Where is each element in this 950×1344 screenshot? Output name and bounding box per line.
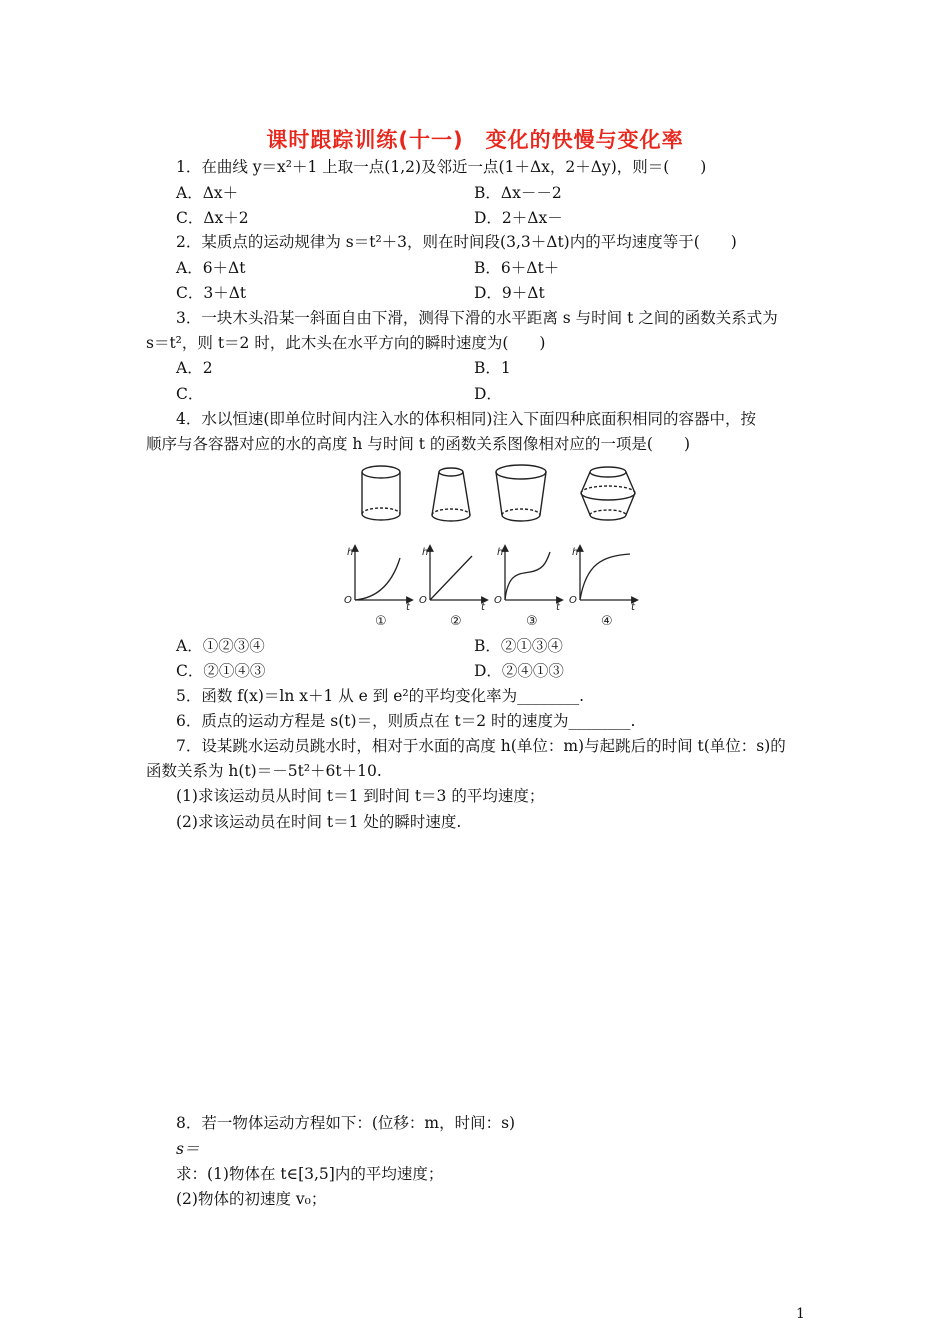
graph-3-axis-h: h xyxy=(497,547,504,558)
graph-2-origin: O xyxy=(419,595,427,606)
q3-stem-line1: 3．一块木头沿某一斜面自由下滑，测得下滑的水平距离 s 与时间 t 之间的函数关系式为 xyxy=(176,309,778,327)
graph-4-label: ④ xyxy=(601,614,613,628)
q8-equation: s＝ xyxy=(176,1140,200,1158)
page-number: 1 xyxy=(796,1306,805,1322)
q2-option-d: D．9＋Δt xyxy=(474,284,545,302)
q7-stem-line1: 7．设某跳水运动员跳水时，相对于水面的高度 h(单位：m)与起跳后的时间 t(单位：s)的 xyxy=(176,737,786,755)
graph-3-axis-t: t xyxy=(556,602,560,613)
graph-4-origin: O xyxy=(569,595,577,606)
q5-stem: 5．函数 f(x)＝ln x＋1 从 e 到 e²的平均变化率为________. xyxy=(176,687,585,705)
graph-1-axis-h: h xyxy=(347,547,354,558)
q8-stem: 8．若一物体运动方程如下：(位移：m，时间：s) xyxy=(176,1114,516,1132)
q3-option-c: C． xyxy=(176,385,204,403)
q1-option-d: D．2＋Δx－ xyxy=(474,209,563,227)
graph-1 xyxy=(355,548,410,600)
graph-3-label: ③ xyxy=(526,614,538,628)
page-title: 课时跟踪训练(十一) 变化的快慢与变化率 xyxy=(266,128,684,152)
q3-option-d: D． xyxy=(474,385,502,403)
q1-stem: 1．在曲线 y＝x²＋1 上取一点(1,2)及邻近一点(1＋Δx，2＋Δy)，则＝( ) xyxy=(176,158,707,176)
q2-option-c: C．3＋Δt xyxy=(176,284,247,302)
q4-stem-line1: 4．水以恒速(即单位时间内注入水的体积相同)注入下面四种底面积相同的容器中，按 xyxy=(176,410,756,428)
q8-part-2: (2)物体的初速度 v₀； xyxy=(176,1190,327,1208)
graph-4 xyxy=(580,548,635,600)
graph-2-axis-t: t xyxy=(481,602,485,613)
graph-3-origin: O xyxy=(494,595,502,606)
graph-1-label: ① xyxy=(375,614,387,628)
containers-figure xyxy=(350,460,650,530)
q7-stem-line2: 函数关系为 h(t)＝－5t²＋6t＋10. xyxy=(146,762,382,780)
graph-2-axis-h: h xyxy=(422,547,429,558)
q1-option-a: A．Δx＋ xyxy=(176,184,239,202)
barrel-container xyxy=(581,467,635,520)
q3-option-a: A．2 xyxy=(176,359,213,377)
q3-stem-line2: s＝t²，则 t＝2 时，此木头在水平方向的瞬时速度为( ) xyxy=(146,334,546,352)
q1-option-c: C．Δx＋2 xyxy=(176,209,249,227)
truncated-cone-narrow-top xyxy=(432,468,470,521)
q4-option-b: B．②①③④ xyxy=(474,637,563,655)
q7-part-2: (2)求该运动员在时间 t＝1 处的瞬时速度. xyxy=(176,813,462,831)
q2-option-b: B．6＋Δt＋ xyxy=(474,259,560,277)
graphs-figure xyxy=(340,542,650,628)
q4-option-c: C．②①④③ xyxy=(176,662,266,680)
q8-ask-part-1: 求：(1)物体在 t∈[3,5]内的平均速度； xyxy=(176,1165,444,1183)
q6-stem: 6．质点的运动方程是 s(t)＝，则质点在 t＝2 时的速度为________. xyxy=(176,712,636,730)
graph-2 xyxy=(430,548,485,600)
q2-stem: 2．某质点的运动规律为 s＝t²＋3，则在时间段(3,3＋Δt)内的平均速度等于( ) xyxy=(176,233,737,251)
graph-4-axis-h: h xyxy=(572,547,579,558)
q4-option-d: D．②④①③ xyxy=(474,662,564,680)
q7-part-1: (1)求该运动员从时间 t＝1 到时间 t＝3 的平均速度； xyxy=(176,787,545,805)
graph-3 xyxy=(505,548,560,600)
q2-option-a: A．6＋Δt xyxy=(176,259,246,277)
q1-option-b: B．Δx－－2 xyxy=(474,184,562,202)
graph-1-origin: O xyxy=(344,595,352,606)
truncated-cone-wide-top xyxy=(496,465,546,521)
q3-option-b: B．1 xyxy=(474,359,511,377)
graph-1-axis-t: t xyxy=(406,602,410,613)
graph-2-label: ② xyxy=(450,614,462,628)
graph-4-axis-t: t xyxy=(631,602,635,613)
q4-stem-line2: 顺序与各容器对应的水的高度 h 与时间 t 的函数关系图像相对应的一项是( ) xyxy=(146,435,691,453)
cylinder-container xyxy=(362,466,400,520)
q4-option-a: A．①②③④ xyxy=(176,637,265,655)
